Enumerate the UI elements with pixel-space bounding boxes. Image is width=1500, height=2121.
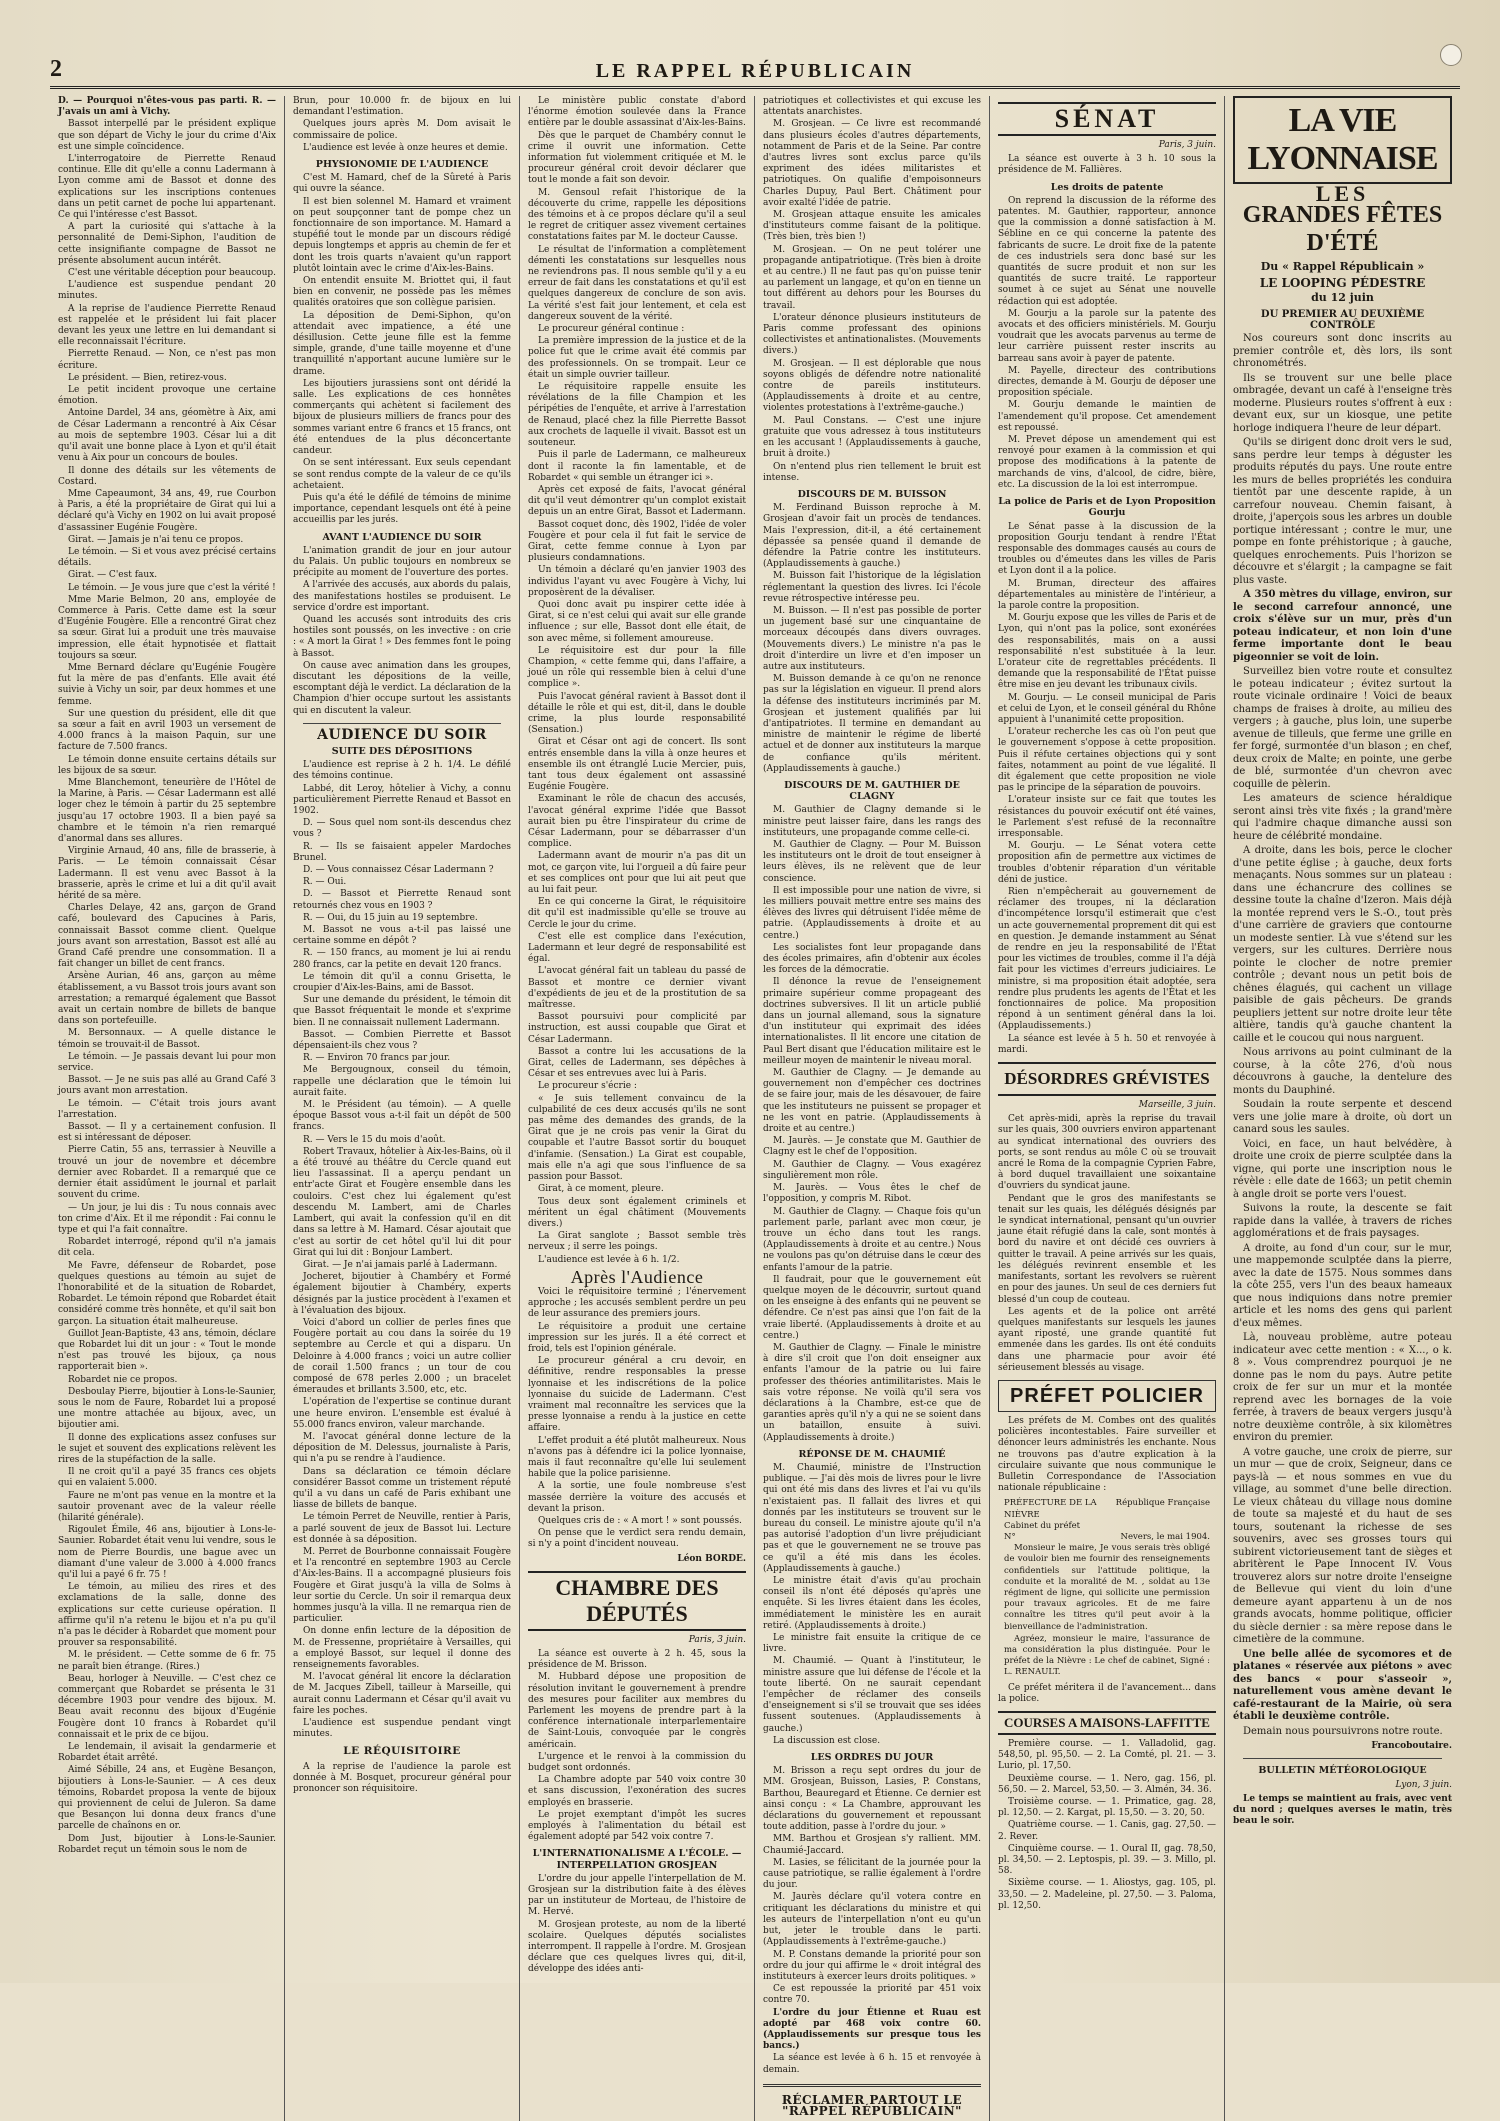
paragraph: Suivons la route, la descente se fait rapide dans la vallée, à travers de riches agglomérations et de frais paysages.: [1233, 1203, 1452, 1240]
paragraph: R. — Oui, du 15 juin au 19 septembre.: [303, 912, 478, 923]
paragraph: Le procureur général a cru devoir, en définitive, rendre responsables la presse lyonnaise et les indiscrétions de la police lyonnaise du suicide de Ladermann. C'est vraiment mal reconnaître les services que la presse lyonnaise a rendu à la justice en cette affaire.: [528, 1356, 746, 1434]
paragraph: Nous arrivons au point culminant de la course, à la côte 276, d'où nous découvrons à gauche, la dentelure des monts du Dauphiné.: [1233, 1047, 1452, 1096]
paragraph: Il dénonce la revue de l'enseignement primaire supérieur comme propageant des doctrines subversives. Il lit un article publié dans un journal allemand, sous la signature d'un instituteur qui exprimait des idées internationalistes. Il lit encore une citation de Paul Bert disant que l'éducation militaire est le meilleur moyen de maintenir le niveau moral.: [763, 977, 981, 1066]
paragraph: Pierre Catin, 55 ans, terrassier à Neuville a trouvé un jour de novembre et décembre dernier avec Robardet. Il a remarqué que ce dernier était assidûment le journal et parlait souvent du crime.: [58, 1145, 276, 1201]
paragraph: D. — Vous connaissez César Ladermann ?: [303, 865, 494, 875]
paragraph: La séance est ouverte à 3 h. 10 sous la présidence de M. Fallières.: [998, 154, 1216, 176]
paragraph: Arsène Aurian, 46 ans, garçon au même établissement, a vu Bassot trois jours avant son arrestation; a remarqué également que Bassot avait un certain nombre de billets de banque dans son portefeuille.: [58, 971, 276, 1027]
paragraph: Rien n'empêcherait au gouvernement de réclamer des troupes, ni la déclaration d'incompétence lorsqu'il estimerait que c'est un acte gouvernemental proprement dit qui est en question. Je demande instamment au Sénat de rendre en jeu la responsabilité de l'État pour les victimes de troubles, comme il l'a déjà fait pour les victimes d'erreurs judiciaires. Le ministre, si ma proposition était adoptée, sera rendre plus prudents les agents de l'État et les fonctionnaires de police. Ma proposition répond à un sentiment général dans la loi. (Applaudissements.): [998, 887, 1216, 1032]
paragraph: Rigoulet Émile, 46 ans, bijoutier à Lons-le-Saunier. Robardet était venu lui vendre, sous le nom de Pierre Bourdis, une bague avec un diamant d'une valeur de 3.000 à 4.000 francs qu'il lui a payé 6 fr. 75 !: [58, 1525, 276, 1580]
article-columns: [50, 96, 1460, 2118]
section-banner: SÉNAT: [998, 102, 1216, 136]
paragraph: Bassot a contre lui les accusations de la Girat, celles de Ladermann, ses dépêches à César et ses entrevues avec lui à Paris.: [528, 1046, 746, 1080]
race-result: Quatrième course. — 1. Canis, gag. 27,50. — 2. Rever.: [998, 1820, 1216, 1842]
paragraph: Le procureur général continue :: [538, 324, 685, 335]
paragraph: Le temps se maintient au frais, avec vent du nord ; quelques averses le matin, très beau le soir.: [1233, 1793, 1452, 1827]
paragraph: M. Ferdinand Buisson reproche à M. Grosjean d'avoir fait un procès de tendances. Mais l'expression, dit-il, a été certainement dépassée sa pensée quand il demande de défendre la Patrie contre les instituteurs. (Applaudissements à gauche.): [763, 503, 981, 570]
paragraph: M. Grosjean. — On ne peut tolérer une propagande antipatriotique. (Très bien à droite et au centre.) Il ne faut pas qu'on puisse tenir au parlement un langage, et qu'on en tienne un tout différent au dehors pour les Bourses du travail.: [763, 244, 981, 311]
author-signature: Léon BORDE.: [677, 1553, 746, 1564]
paragraph: M. Gauthier de Clagny. — Finale le ministre à dire s'il croit que l'on doit enseigner aux enfants l'amour de la patrie ou lui faire professer des théories antimilitaristes. Mais le sais votre réponse. Ne voilà qu'il sera vos déclarations à la Chambre, est-ce que de garanties après qu'il n'y a qui ne se soient dans un bataillon, ensuite à suivi. (Applaudissements à droite.): [763, 1342, 981, 1443]
paragraph: Les préfets de M. Combes ont des qualités policières incontestables. Faire surveiller et dénoncer leurs administrés les enchante. Nous ne trouvons pas d'autre explication à la circulaire suivante que nous communique le Bulletin Correspondance de l'Association nationale républicaine :: [998, 1415, 1216, 1494]
paragraph: Mme Blanchemont, teneurière de l'Hôtel de la Marine, à Paris. — César Ladermann est allé loger chez le témoin à partir du 25 septembre jusqu'au 17 octobre 1903. Il a bien payé sa chambre et le témoin n'a rien remarqué d'anormal dans ses allures.: [58, 777, 276, 844]
paragraph: L'orateur insiste sur ce fait que toutes les résistances du pouvoir exécutif ont été vaines, le Parlement s'est refusé de la reconnaître irresponsable.: [998, 795, 1216, 839]
paragraph: L'audience est suspendue pendant 20 minutes.: [58, 280, 276, 302]
paragraph: Ce préfet méritera il de l'avancement... dans la police.: [998, 1682, 1216, 1704]
paragraph: Mme Marie Belmon, 20 ans, employée de Commerce à Paris. Cette dame est la sœur d'Eugénie Fougère. Elle a rencontré Girat chez sa sœur. Girat lui a produit une très mauvaise impression, elle était hypnotisée et flattait toujours sa sœur.: [58, 594, 276, 661]
letter-body: Monsieur le maire, Je vous serais très obligé de vouloir bien me fournir des renseignements confidentiels sur l'attitude politique, la conduite et la moralité de M. , soldat au 13e régiment de ligne, qui sollicite une permission pour travaux agricoles. Et de me faire connaître les titres qu'il peut avoir à la bienveillance de l'administration.: [1004, 1543, 1210, 1632]
paragraph: Quand les accusés sont introduits des cris hostiles sont poussés, on les invective : on crie : « A mort la Girat ! » Des femmes font le poing à Bassot.: [293, 614, 511, 659]
paragraph: Pierrette Renaud. — Non, ce n'est pas mon écriture.: [58, 349, 276, 371]
paragraph: Quoi donc avait pu inspirer cette idée à Girat, si ce n'est celui qui avait sur elle grande influence ; sur elle, Bassot dont elle était, de son avec même, si follement amoureuse.: [528, 599, 746, 644]
letter-signature: Agréez, monsieur le maire, l'assurance de ma considération la plus distinguée. Pour le préfet de la Nièvre : Le chef de cabinet, Signé : L. RENAULT.: [1004, 1633, 1210, 1678]
paragraph: M. Buisson. — Il n'est pas possible de porter un jugement basé sur une cinquantaine de morceaux découpés dans divers ouvrages. (Mouvements divers.) Le ministre n'a pas le droit d'interdire un livre et d'en imposer un autre aux instituteurs.: [763, 605, 981, 672]
paragraph: M. Bruman, directeur des affaires départementales au ministère de l'intérieur, a la parole contre la proposition.: [998, 578, 1216, 611]
section-banner: PRÉFET POLICIER: [998, 1380, 1216, 1412]
paragraph: La séance est levée à 5 h. 50 et renvoyée à mardi.: [998, 1033, 1216, 1055]
paragraph: Dans sa déclaration ce témoin déclare considérer Bassot comme un tristement réputé qu'il a vu dans un café de Paris exhibant une liasse de billets de banque.: [293, 1466, 511, 1511]
column-1: [50, 96, 285, 2121]
paragraph: Examinant le rôle de chacun des accusés, l'avocat général exprime l'idée que Bassot aurait bien pu être l'inspirateur du crime de César Ladermann, pour se débarrasser d'un complice.: [528, 794, 746, 850]
paragraph: M. le Président (au témoin). — A quelle époque Bassot vous a-t-il fait un dépôt de 500 francs.: [293, 1100, 511, 1133]
section-heading: DISCOURS DE M. GAUTHIER DE CLAGNY: [784, 779, 960, 803]
race-results: [998, 1739, 1216, 1912]
paragraph: Bassot poursuivi pour complicité par instruction, est aussi coupable que Girat et César Ladermann.: [528, 1012, 746, 1045]
paragraph: M. P. Constans demande la priorité pour son ordre du jour qui affirme le « droit intégral des instituteurs à exercer leurs droits politiques. »: [763, 1949, 981, 1982]
dateline: Paris, 3 juin.: [1158, 140, 1216, 150]
paragraph: — Un jour, je lui dis : Tu nous connais avec ton crime d'Aix. Et il me répondit : Fai connu le type et qui l'a fait connaître.: [58, 1202, 276, 1235]
paragraph: Girat et César ont agi de concert. Ils sont entrés ensemble dans la villa à onze heures et ensemble ils ont étranglé Lucie Mercier, puis, tant tous deux également ont assassiné Eugénie Fougère.: [528, 737, 746, 793]
paragraph: M. Brisson a reçu sept ordres du jour de MM. Grosjean, Buisson, Lasies, P. Constans, Barthou, Beauregard et Étienne. Ce dernier est ainsi conçu : « La Chambre, approuvant les déclarations du gouvernement et repoussant toute addition, passe à l'ordre du jour. »: [763, 1766, 981, 1833]
section-tagline: Du « Rappel Républicain »: [1260, 260, 1425, 274]
paragraph: Girat. — Je n'ai jamais parlé à Ladermann.: [303, 1259, 498, 1270]
paragraph: Aimé Sébille, 24 ans, et Eugène Besançon, bijoutiers à Lons-le-Saunier. — A ces deux témoins, Robardet proposa la vente de bijoux qui proviennent de celui de Juleron. Sa dame que Besançon lui donna deux francs d'une parcelle de chaînons en or.: [58, 1765, 276, 1832]
paragraph: M. Hubbard dépose une proposition de résolution invitant le gouvernement à prendre des mesures pour faciliter aux membres du Parlement les moyens de prendre part à la conférence internationale interparlementaire de Saint-Louis, convoquée par le congrès américain.: [528, 1672, 746, 1750]
paragraph: MM. Barthou et Grosjean s'y rallient. MM. Chaumié-Jaccard.: [763, 1834, 981, 1856]
paragraph: C'est elle est complice dans l'exécution, Ladermann et leur degré de responsabilité est égal.: [528, 931, 746, 965]
race-result: Cinquième course. — 1. Oural II, gag. 78,50, pl. 34,50. — 2. Leptospis, pl. 39. — 3. Millo, pl. 58.: [998, 1843, 1216, 1877]
paragraph: Puis qu'a été le défilé de témoins de minime importance, cependant lesquels ont été à peine accueillis par les jurés.: [293, 492, 511, 526]
paragraph: Quelques cris de : « A mort ! » sont poussés.: [538, 1515, 742, 1526]
section-banner: COURSES A MAISONS-LAFFITTE: [998, 1711, 1216, 1735]
paragraph: M. Payelle, directeur des contributions directes, demande à M. Gourju de déposer une proposition spéciale.: [998, 365, 1216, 399]
article-body: [1233, 333, 1452, 1738]
paragraph: Qu'ils se dirigent donc droit vers le sud, sans perdre leur temps à déguster les produits réputés du pays. Une route entre les murs de belles propriétés les conduira tientôt par une descente rapide, à un carrefour nouveau. Chemin faisant, à droite, j'aperçois sous les arbres un double portique intéressant ; contre le mur, une pompe en fonte préhistorique ; à gauche, quelques enrochements. Puis l'horizon se découvre et s'élargit ; la campagne se fait plus vaste.: [1233, 437, 1452, 586]
paragraph: Bassot. — Je ne suis pas allé au Grand Café 3 jours avant mon arrestation.: [58, 1075, 276, 1097]
paragraph: M. Grosjean. — Il est déplorable que nous soyons obligés de défendre notre nationalité contre de pareils instituteurs. (Applaudissements à droite et au centre, violentes protestations à l'extrême-gauche.): [763, 358, 981, 414]
paragraph: Le lendemain, il avisait la gendarmerie et Robardet était arrêté.: [58, 1742, 276, 1764]
paragraph: Le ministère public constate d'abord l'énorme émotion soulevée dans la France entière par le double assassinat d'Aix-les-Bains.: [528, 96, 746, 129]
paragraph: A part la curiosité qui s'attache à la personnalité de Demi-Siphon, l'audition de cette insignifiante compagne de Bassot ne présente absolument aucun intérêt.: [58, 222, 276, 266]
paragraph: La discussion est close.: [773, 1735, 881, 1746]
paragraph: Il faudrait, pour que le gouvernement eût quelque moyen de le découvrir, surtout quand on les enseigne à des enfants qui ne peuvent se défendre. Ce n'est pas ainsi que l'on fait de la vraie liberté. (Applaudissements à droite et au centre.): [763, 1274, 981, 1341]
author-signature: Francoboutaire.: [1371, 1741, 1452, 1752]
paragraph: Girat. — Jamais je n'ai tenu ce propos.: [68, 534, 244, 545]
letter-republic: République Française: [1115, 1498, 1210, 1509]
paragraph: M. Chaumié. — Quant à l'instituteur, le ministre assure que lui défense de l'école et la toute liberté. On ne saurait cependant l'empêcher de réclamer des conseils d'enseignement si s'il se trouvait que ses idées fussent soutenues. (Applaudissements à gauche.): [763, 1656, 981, 1734]
masthead: [50, 56, 1460, 89]
section-subtitle: GRANDES FÊTES D'ÉTÉ: [1242, 202, 1443, 257]
paragraph: La Chambre adopte par 540 voix contre 30 et sans discussion, l'exonération des sucres employés en brasserie.: [528, 1775, 746, 1808]
paragraph: Voici le réquisitoire terminé ; l'énervement approche ; les accusés semblent perdre un peu de leur assurance des premiers jours.: [528, 1286, 746, 1320]
paragraph: Girat. — C'est faux.: [68, 570, 158, 581]
section-heading: RÉPONSE DE M. CHAUMIÉ: [798, 1448, 946, 1460]
paragraph: L'effet produit a été plutôt malheureux. Nous n'avons pas à défendre ici la police lyonnaise, mais il faut reconnaître qu'elle lui seulement habile que la police parisienne.: [528, 1435, 746, 1480]
paragraph: Robardet interrogé, répond qu'il n'a jamais dit cela.: [58, 1237, 276, 1259]
paragraph: Le réquisitoire a produit une certaine impression sur les jurés. Il a été correct et froid, tels est l'opinion générale.: [528, 1321, 746, 1354]
paragraph: M. Gauthier de Clagny. — Chaque fois qu'un parlement parle, parlant avec mon cœur, je trouve un écho dans tout les rangs. (Applaudissements à droite et au centre.) Nous ne voulons pas qu'on détruise dans le cœur des enfants l'amour de la patrie.: [763, 1206, 981, 1273]
paragraph: L'interrogatoire de Pierrette Renaud continue. Elle dit qu'elle a connu Ladermann à Lyon comme ami de Bassot et donne des explications sur les inscriptions contenues dans un petit carnet de poche lui appartenant. Ce qui l'intéresse c'est Bassot.: [58, 154, 276, 221]
paragraph: M. Bassot ne vous a-t-il pas laissé une certaine somme en dépôt ?: [293, 925, 511, 947]
divider: [1243, 1758, 1442, 1759]
race-result: Troisième course. — 1. Primatice, gag. 28, pl. 12,50. — 2. Kargat, pl. 15,50. — 3. 20, 50.: [998, 1797, 1216, 1819]
paragraph: Brun, pour 10.000 fr. de bijoux en lui demandant l'estimation.: [293, 96, 511, 118]
section-heading: DISCOURS DE M. BUISSON: [797, 488, 947, 500]
paragraph: Bassot interpellé par le président explique que son départ de Vichy le jour du crime d'Aix est une simple coïncidence.: [58, 119, 276, 152]
section-heading: BULLETIN MÉTÉOROLOGIQUE: [1258, 1765, 1427, 1777]
paragraph: La séance est ouverte à 2 h. 45, sous la présidence de M. Brisson.: [528, 1649, 746, 1671]
paragraph: Sur une question du président, elle dit que sa sœur a fait en avril 1903 un versement de 4.000 francs à la maison Paquin, sur une facture de 7.500 francs.: [58, 708, 276, 753]
paragraph: M. Grosjean. — Ce livre est recommandé dans plusieurs écoles d'autres départements, notamment de Paris et de la Seine. Par contre d'autres livres sont exclus parce qu'ils expriment des idées militaristes et patriotiques. On qualifie d'empoisonneurs Charles Dupuy, Paul Bert. Châtiment pour avoir exalté l'idée de patrie.: [763, 119, 981, 208]
paragraph: M. Buisson fait l'historique de la législation réglementant la question des livres. Ici l'école revue rétrospective intéresse peu.: [763, 571, 981, 604]
paragraph: Tous deux sont également criminels et méritent un égal châtiment (Mouvements divers.): [528, 1196, 746, 1229]
paragraph: Charles Delaye, 42 ans, garçon de Grand café, boulevard des Capucines à Paris, connaissait Bassot comme client. Quelque jours avant son arrestation, Bassot est allé au Grand Café prendre une consommation. Il a fait changer un billet de cent francs.: [58, 903, 276, 970]
paragraph: Cet après-midi, après la reprise du travail sur les quais, 300 ouvriers environ appartenant au syndicat international des ouvriers des ports, se sont rendus au môle C où se trouvait ancré le Roma de la compagnie Cyprien Fabre, à bord duquel travaillaient une soixantaine d'ouvriers du syndicat jaune.: [998, 1114, 1216, 1192]
page-number: 2: [50, 56, 62, 82]
paragraph: On se sent intéressant. Eux seuls cependant se sont rendus compte de la valeur de ce qu'ils achetaient.: [293, 458, 511, 491]
paragraph: R. — Vers le 15 du mois d'août.: [303, 1134, 446, 1145]
dateline: Paris, 3 juin.: [688, 1634, 746, 1645]
column-6: [1225, 96, 1460, 2121]
paragraph: Sur une demande du président, le témoin dit que Bassot fréquentait le monde et s'exprime bien. Il ne connaissait nullement Ladermann.: [293, 995, 511, 1028]
section-title: LA VIE LYONNAISE: [1233, 96, 1452, 184]
paragraph: L'orateur recherche les cas où l'on peut que le gouvernement s'oppose à cette proposition. Puis il réfute certaines objections qui y sont faites, notamment au point de vue légalité. Il dit également que cette proposition ne viole pas le principe de la séparation de pouvoirs.: [998, 727, 1216, 794]
paragraph: A la sortie, une foule nombreuse s'est massée derrière la voiture des accusés et devant la prison.: [528, 1481, 746, 1514]
paragraph: M. Gauthier de Clagny demande si le ministre peut laisser faire, dans les rangs des instituteurs, une propagande comme celle-ci.: [763, 805, 981, 838]
paragraph: Voici, en face, un haut belvédère, à droite une croix de pierre sculptée dans la vigne, qui porte une inscription nous le révèle : elle date de 1663; un petit chemin à angle droit se porte vers l'ouest.: [1233, 1138, 1452, 1200]
paragraph: M. Buisson demande à ce qu'on ne renonce pas sur la législation en vigueur. Il prend alors la défense des instituteurs incriminés par M. Grosjean et justement qualifiés par lui d'antipatriotes. Il termine en demandant au ministre de maintenir le régime de liberté actuel et de donner aux instituteurs la marque de confiance qu'ils méritent. (Applaudissements à gauche.): [763, 674, 981, 774]
paragraph: M. Gourju expose que les villes de Paris et de Lyon, qui n'ont pas la police, sont exonérées des responsabilités, mais on a aussi responsabilité n'est substituée à la leur. L'orateur cite de regrettables précédents. Il demande que la responsabilité de l'État puisse être mise en jeu devant les tribunaux civils.: [998, 613, 1216, 691]
paragraph: La première impression de la justice et de la police fut que le crime avait été commis par des professionnels. On se trompait. Leur ce était un simple ouvrier tailleur.: [528, 336, 746, 380]
paragraph: M. Grosjean attaque ensuite les amicales d'instituteurs comme faisant de la politique. (Très bien, très bien !): [763, 210, 981, 243]
race-result: Sixième course. — 1. Aliostys, gag. 105, pl. 33,50. — 2. Madeleine, pl. 27,50. — 3. Paloma, pl. 12,50.: [998, 1878, 1216, 1911]
paragraph: R. — Environ 70 francs par jour.: [303, 1053, 451, 1064]
paragraph: Robert Travaux, hôtelier à Aix-les-Bains, où il a été trouvé au théâtre du Cercle quand eut lieu l'assassinat. Il a aperçu pendant un entr'acte Girat et Fougère ensemble dans les couloirs. C'est chez lui également qu'est descendu M. Lambert, ami de Charles Lambert, qui avait la confession qu'il en dit dans sa lettre à M. Hamard. César ajoutait que c'est au sortir de cet hôtel qu'il lui dit pour Girat qui lui dit : Bonjour Lambert.: [293, 1146, 511, 1258]
circular-letter: [1004, 1498, 1210, 1678]
section-heading: PHYSIONOMIE DE L'AUDIENCE: [315, 159, 489, 171]
paragraph: M. Lasies, se félicitant de la journée pour la cause patriotique, se rallie également à l'ordre du jour.: [763, 1857, 981, 1891]
paragraph: On reprend la discussion de la réforme des patentes. M. Gauthier, rapporteur, annonce que la commission a donné satisfaction à M. Sébline en ce qui concerne la patente des fabricants de sucre. Le droit fixe de la patente de ces industriels sera donc basé sur les quantités de sucre produit et non sur les quantités de sucre traité. Le rapporteur soumet à ce sujet au Sénat une nouvelle rédaction qui est adoptée.: [998, 195, 1216, 307]
paragraph: Ladermann avant de mourir n'a pas dit un mot, ce garçon vite, lui l'orgueil a dû faire peur et ses complices ont pour que lui ait peut que au lui fait peur.: [528, 851, 746, 896]
paragraph: R. — Ils se faisaient appeler Mardoches Brunel.: [293, 841, 511, 863]
promo-banner: RÉCLAMER PARTOUT LE "RAPPEL RÉPUBLICAIN": [781, 2092, 963, 2118]
paragraph: M. Bersonnaux. — A quelle distance le témoin se trouvait-il de Bassot.: [58, 1028, 276, 1050]
section-banner: CHAMBRE DES DÉPUTÉS: [528, 1571, 746, 1631]
paragraph: Le ministre fait ensuite la critique de ce livre.: [763, 1633, 981, 1655]
dateline: Marseille, 3 juin.: [1138, 1100, 1216, 1111]
paragraph: Desboulay Pierre, bijoutier à Lons-le-Saunier, sous le nom de Faure, Robardet lui a proposé une montre attachée au bijoux, avec, un bijoutier ami.: [58, 1386, 276, 1431]
paragraph: Nos coureurs sont donc inscrits au premier contrôle et, dès lors, ils sont chronométrés.: [1233, 333, 1452, 370]
paragraph: Le petit incident provoque une certaine émotion.: [58, 385, 276, 407]
paragraph: Voici d'abord un collier de perles fines que Fougère portait au cou dans la soirée du 19 septembre au Cercle et qui a disparu. Un Deloinre à 4.000 francs ; voici un autre collier de corail 1.500 francs ; un tour de cou composé de 678 perles 2.000 ; un bracelet émeraudes et brillants 3.500, etc, etc.: [293, 1317, 511, 1396]
paragraph: Demain nous poursuivrons notre route.: [1243, 1725, 1443, 1737]
paragraph: On donne enfin lecture de la déposition de M. de Fressenne, propriétaire à Versailles, qui a employé Bassot, sur lequel il donne des renseignements favorables.: [293, 1626, 511, 1671]
paragraph: Jocheret, bijoutier à Chambéry et Formé également bijoutier à Chambéry, experts désignés par la justice procèdent à l'examen et à l'évaluation des bijoux.: [293, 1272, 511, 1316]
paragraph: Il est bien solennel M. Hamard et vraiment on peut soupçonner tant de pompe chez un fonctionnaire de son importance. M. Hamard a stupéfié tout le monde par un discours rédigé depuis longtemps et appris au chemin de fer et dont les trois quarts n'avaient qu'un rapport plutôt lointain avec le crime d'Aix-les-Bains.: [293, 196, 511, 274]
paragraph: L'audience est suspendue pendant vingt minutes.: [293, 1718, 511, 1740]
paragraph: Il est impossible pour une nation de vivre, si les milliers pouvait mettre entre ses mains des élèves des livres qui détruisent l'idée même de patrie. (Applaudissements à droite et au centre.): [763, 885, 981, 941]
paragraph: C'est une véritable déception pour beaucoup.: [68, 268, 277, 279]
paragraph: L'animation grandit de jour en jour autour du Palais. Un public toujours en nombreux se précipite au moment de l'ouverture des portes.: [293, 545, 511, 579]
paragraph: En ce qui concerne la Girat, le réquisitoire dit qu'il est inadmissible qu'elle se trouve au Cercle le jour du crime.: [528, 897, 746, 930]
paragraph: Surveillez bien votre route et consultez le poteau indicateur ; évitez surtout la route vicinale ordinaire ! Voici de beaux champs de fraises à droite, au milieu des vergers ; à gauche, plus loin, une superbe avenue de tilleuls, que ferme une grille en fer forgé, surmontée d'un blason ; en chef, deux croix de Malte; en pointe, une gerbe de blé, surmontée d'un chevron avec coquille de pèlerin.: [1233, 666, 1452, 790]
letter-number: N°: [1004, 1531, 1016, 1542]
section-banner: DÉSORDRES GRÉVISTES: [998, 1062, 1216, 1096]
paragraph: La séance est levée à 6 h. 15 et renvoyée à demain.: [763, 2053, 981, 2075]
letter-cabinet: Cabinet du préfet: [1004, 1520, 1081, 1531]
paragraph: Me Bergougnoux, conseil du témoin, rappelle une déclaration que le témoin lui aurait faite.: [293, 1065, 511, 1098]
paragraph: M. Paul Constans. — C'est une injure gratuite que vous adressez à tous instituteurs en les accusant ! (Applaudissements à gauche, bruit à droite.): [763, 415, 981, 460]
section-heading: L'INTERNATIONALISME A L'ÉCOLE. — INTERPELLATION GROSJEAN: [532, 1848, 742, 1871]
paragraph: Robardet nie ce propos.: [68, 1374, 178, 1385]
paragraph: L'urgence et le renvoi à la commission du budget sont ordonnés.: [528, 1751, 746, 1774]
paragraph: Les socialistes font leur propagande dans des écoles primaires, afin d'obtenir aux écoles les forces de la démocratie.: [763, 942, 981, 976]
paragraph: R. — Oui.: [303, 877, 347, 888]
race-result: Deuxième course. — 1. Nero, gag. 156, pl. 56,50. — 2. Marcel, 53,50. — 3. Almén, 34. 36.: [998, 1773, 1216, 1795]
paragraph: R. — 150 francs, au moment je lui ai rendu 280 francs, car la petite en devait 120 francs.: [293, 948, 511, 970]
paragraph: Mme Bernard déclare qu'Eugénie Fougère fut la mère de pas d'enfants. Elle avait été suivie à Vichy un soir, par deux hommes et une femme.: [58, 662, 276, 707]
paragraph: M. Gauthier de Clagny. — Je demande au gouvernement non d'empêcher ces doctrines de se faire jour, mais de les désavouer, de faire que les instituteurs ne puissent se propager et ne les vont en patrie. (Applaudissements à droite et au centre.): [763, 1068, 981, 1135]
paragraph: M. l'avocat général donne lecture de la déposition de M. Delessus, journaliste à Paris, qui n'a pu se rendre à l'audience.: [293, 1431, 511, 1465]
paragraph: Girat, à ce moment, pleure.: [538, 1184, 664, 1195]
section-date: du 12 juin: [1311, 290, 1374, 304]
paragraph: M. Chaumié, ministre de l'Instruction publique. — J'ai dès mois de livres pour le livre qui ont été mis dans des livres et l'ai vu qu'ils n'existaient pas. Il fallait des livres et qui donnés par les instituteurs se trouvent sur le bureau du conseil. Le ministre ajoute qu'il n'a pas autorisé l'adoption d'un livre préjudiciant pas et que le gouvernement ne se trouve pas ce qu'il a été mis dans les écoles. (Applaudissements à gauche.): [763, 1462, 981, 1574]
column-4: [755, 96, 990, 2121]
paragraph: Me Favre, défenseur de Robardet, pose quelques questions au témoin au sujet de l'honorabilité et de la situation de Robardet, Robardet. Le témoin répond que Robardet était considéré comme très honnête, et qu'il sait bon garçon. La situation était malheureuse.: [58, 1260, 276, 1327]
paragraph: Quelques jours après M. Dom avisait le commissaire de police.: [293, 119, 511, 141]
paragraph: Après cet exposé de faits, l'avocat général dit qu'il veut démontrer qu'un complot existait depuis un an entre Girat, Bassot et Ladermann.: [528, 484, 746, 518]
paragraph: A l'arrivée des accusés, aux abords du palais, des manifestations hostiles se produisent. Le service d'ordre est important.: [293, 580, 511, 613]
column-5: [990, 96, 1225, 2121]
paragraph: M. Prevet dépose un amendement qui est renvoyé pour examen à la commission et qui propose des modifications à la patente de marchands de vins, d'alcool, de cidre, bière, etc. La discussion de la loi est interrompue.: [998, 435, 1216, 490]
divider: [763, 2084, 981, 2087]
paragraph: A droite, dans les bois, perce le clocher d'une petite église ; à gauche, deux forts menaçants. Nous sommes sur un plateau : dans une échancrure des collines se dessine toute la chaîne d'Izeron. Mais déjà la montée reprend vers le S.-O., tout près d'une carrière de graviers que contourne un modeste sentier. Là vue s'étend sur les vergers, sur les cultures. Derrière nous pointe le clocher de notre premier contrôle ; devant nous un petit bois de chênes élagués, qui cachent un village paisible de gais pêcheurs. De grands peupliers jettent sur notre droite leur tête altière, tandis qu'à gauche chantent la caille et le coucou qui nous narguent.: [1233, 845, 1452, 1044]
paragraph: Il donne des explications assez confuses sur le sujet et souvent des explications relèvent les rires de la stupéfaction de la salle.: [58, 1432, 276, 1465]
section-heading: La police de Paris et de Lyon Proposition Gourju: [998, 496, 1216, 519]
paragraph: Il donne des détails sur les vêtements de Costard.: [58, 465, 276, 487]
section-subtitle: LES: [1315, 181, 1370, 206]
paragraph: L'orateur dénonce plusieurs instituteurs de Paris comme professant des opinions collectivistes et antinationalistes. (Mouvements divers.): [763, 312, 981, 357]
paragraph: Le résultat de l'information a complètement démenti les constatations sur lesquelles nous ne reviendrons pas. Il nous semble qu'il y a eu erreur de fait dans les constatations et qu'il est quelques dangereux de conclure de son avis. La vérité s'est fait jour lentement, et cela est dangereux souvent de la vérité.: [528, 244, 746, 322]
section-heading: Les droits de patente: [1050, 181, 1164, 193]
paragraph: Labbé, dit Leroy, hôtelier à Vichy, a connu particulièrement Pierrette Renaud et Bassot en 1902.: [293, 783, 511, 816]
paragraph: A la reprise de l'audience Pierrette Renaud est rappelée et le président lui fait placer devant les yeux une lettre en lui demandant si elle reconnaissait l'écriture.: [58, 303, 276, 348]
paragraph: La déposition de Demi-Siphon, qu'on attendait avec impatience, a été une désillusion. Cette jeune fille est la femme simple, grande, d'une taille moyenne et d'une tranquillité n'apportant aucune lumière sur le drame.: [293, 310, 511, 377]
paragraph: M. l'avocat général lit encore la déclaration de M. Jacques Zibell, tailleur à Marseille, qui aurait connu Ladermann et César qu'il avait vu faire les poches.: [293, 1672, 511, 1716]
paragraph: A la reprise de l'audience la parole est donnée à M. Bosquet, procureur général pour prononcer son réquisitoire.: [293, 1761, 511, 1795]
paragraph: Il ne croit qu'il a payé 35 francs ces objets qui en valaient 5.000.: [58, 1467, 276, 1489]
paragraph: L'audience est levée à onze heures et demie.: [303, 142, 508, 153]
paragraph: On n'entend plus rien tellement le bruit est intense.: [763, 461, 981, 483]
paragraph: Virginie Arnaud, 40 ans, fille de brasserie, à Paris. — Le témoin connaissait César Ladermann. Il est venu avec Bassot à la brasserie, après le crime et lui a dit qu'il avait hérité de sa mère.: [58, 846, 276, 902]
paragraph: L'audience est levée à 6 h. 1/2.: [538, 1254, 680, 1265]
section-heading: Après l'Audience: [570, 1266, 704, 1287]
divider: [303, 723, 501, 724]
section-heading: LE RÉQUISITOIRE: [343, 1745, 461, 1758]
paragraph: L'ordre du jour Étienne et Ruau est adopté par 468 voix contre 60. (Applaudissements sur presque tous les bancs.): [763, 2007, 981, 2052]
paragraph: On pense que le verdict sera rendu demain, si n'y a point d'incident nouveau.: [528, 1528, 746, 1550]
paragraph: Le Sénat passe à la discussion de la proposition Gourju tendant à rendre l'État responsable des dommages causés au cours de troubles ou d'émeutes dans les villes de Paris et Lyon dont il a la police.: [998, 521, 1216, 577]
paragraph: Beau, horloger à Neuville. — C'est chez ce commerçant que Robardet se présenta le 31 décembre 1903 pour vendre des bijoux. M. Beau avait reconnu des bijoux d'Eugénie Fougère dont 10 francs à Robardet qu'il connaissait et le prix de ce bijou.: [58, 1673, 276, 1740]
paragraph: Puis il parle de Ladermann, ce malheureux dont il raconte la fin lamentable, et de Robardet « qui semble un étranger ici ».: [528, 450, 746, 483]
paragraph: M. Grosjean proteste, au nom de la liberté scolaire. Quelques députés socialistes interrompent. Il rappelle à l'ordre. M. Grosjean déclare que ces quelques livres qui, dit-il, développe des idées anti-: [528, 1919, 746, 1975]
paragraph: M. le président. — Cette somme de 6 fr. 75 ne paraît bien étrange. (Rires.): [58, 1650, 276, 1672]
paragraph: Le témoin Perret de Neuville, rentier à Paris, a parlé souvent de jeux de Bassot lui. Lecture est donnée à sa déposition.: [293, 1512, 511, 1545]
paragraph: L'audience est reprise à 2 h. 1/4. Le défilé des témoins continue.: [293, 760, 511, 782]
paragraph: La Girat sanglote ; Bassot semble très nerveux ; il serre les poings.: [528, 1231, 746, 1253]
paragraph: Le procureur s'écrie :: [538, 1081, 637, 1092]
paragraph: M. Gourju. — Le Sénat votera cette proposition afin de permettre aux victimes de troubles d'obtenir réparation d'un véritable déni de justice.: [998, 841, 1216, 885]
paragraph: Le témoin. — Si et vous avez précisé certains détails.: [58, 546, 276, 569]
paragraph: Le témoin dit qu'il a connu Grisetta, le croupier d'Aix-les-Bains, ami de Bassot.: [293, 971, 511, 994]
paragraph: Le réquisitoire rappelle ensuite les révélations de la fille Champion et les péripéties de l'enquête, et arrive à l'arrestation de Renaud, placé chez la fille Pierrette Bassot aux crochets de laquelle il vivait. Bassot est un souteneur.: [528, 382, 746, 449]
paragraph: Bassot coquet donc, dès 1902, l'idée de voler Fougère et pour cela il fut fait le service de Girat, cette femme connue à Lyon par plusieurs condamnations.: [528, 519, 746, 564]
paragraph: M. Perret de Bourbonne connaissait Fougère et l'a rencontré en septembre 1903 au Cercle d'Aix-les-Bains. Il a accompagné plusieurs fois Fougère et Girat jusqu'à la villa de Solms à leur sortie du Cercle. Un soir il remarqua deux hommes jusqu'à la villa. Il ne remarqua rien de particulier.: [293, 1546, 511, 1625]
paragraph: D. — Bassot et Pierrette Renaud sont retournés chez vous en 1903 ?: [293, 889, 511, 911]
section-heading: AUDIENCE DU SOIR: [317, 726, 487, 743]
paragraph: D. — Sous quel nom sont-ils descendus chez vous ?: [293, 818, 511, 840]
paragraph: Le réquisitoire est dur pour la fille Champion, « cette femme qui, dans l'affaire, a joué un rôle qui ressemble bien à celui d'une complice ».: [528, 645, 746, 690]
paragraph: « Je suis tellement convaincu de la culpabilité de ces deux accusés qu'ils ne sont pas même des demandes des grands, de la Girat que je ne crois pas venir la Girat du coupable et l'autre Bassot sortir du bouquet d'infamie. (Sensation.) La Girat est coupable, mais elle n'a agi que sous l'influence de sa passion pour Bassot.: [528, 1093, 746, 1183]
letter-prefecture: PRÉFECTURE DE LA NIÈVRE: [1004, 1498, 1097, 1520]
paragraph: M. Gourju. — Le conseil municipal de Paris et celui de Lyon, et le conseil général du Rhône appuient à l'unanimité cette proposition.: [998, 692, 1216, 725]
dateline: Lyon, 3 juin.: [1395, 1779, 1452, 1790]
paragraph: Le témoin. — C'était trois jours avant l'arrestation.: [58, 1098, 276, 1120]
paragraph: Le témoin, au milieu des rires et des exclamations de la salle, donne des explications sur cette curieuse opération. Il affirme qu'il n'a retenu le bijou et n'a pu qu'il n'a pas le décider à Robardet que moment pour prouver sa responsabilité.: [58, 1582, 276, 1649]
section-subheading: SUITE DES DÉPOSITIONS: [331, 745, 473, 757]
paragraph: Guillot Jean-Baptiste, 43 ans, témoin, déclare que Robardet lui dit un jour : « Tout le monde n'est pas trouvé les bijoux, ça nous rapporterait bien ».: [58, 1328, 276, 1373]
paragraph: Bassot. — Il y a certainement confusion. Il est si intéressant de déposer.: [58, 1122, 276, 1144]
paragraph: Le témoin donne ensuite certains détails sur les bijoux de sa sœur.: [58, 754, 276, 776]
paragraph: M. Jaurès. — Vous êtes le chef de l'opposition, y compris M. Ribot.: [763, 1183, 981, 1205]
paragraph: Antoine Dardel, 34 ans, géomètre à Aix, ami de César Ladermann a rencontré à Aix César au mois de septembre 1903. César lui a dit qu'il avait une bonne place à Lyon et qu'il était venu à Aix pour un concours de boules.: [58, 408, 276, 464]
paragraph: Bassot. — Combien Pierrette et Bassot dépensaient-ils chez vous ?: [293, 1029, 511, 1052]
paragraph: Ils se trouvent sur une belle place ombragée, devant un café à l'enseigne très moderne. Plusieurs routes s'offrent à eux : devant eux, sur un kiosque, une petite horloge indiquera l'heure de leur départ.: [1233, 372, 1452, 434]
paragraph: Mme Capeaumont, 34 ans, 49, rue Courbon à Paris, a été la propriétaire de Girat qui lui a déclaré qu'à Vichy en 1902 on lui avait proposé d'assassiner Eugénie Fougère.: [58, 488, 276, 533]
paragraph: L'opération de l'expertise se continue durant une heure environ. L'ensemble est évalué à 55.000 francs environ, valeur marchande.: [293, 1397, 511, 1430]
paragraph: D. — Pourquoi n'êtes-vous pas parti. R. — J'avais un ami à Vichy.: [58, 96, 276, 118]
paragraph: Le président. — Bien, retirez-vous.: [68, 372, 227, 383]
paragraph: M. Jaurès déclare qu'il votera contre en critiquant les déclarations du ministre et qui les auteurs de l'interpellation n'ont eu qu'un but, jeter le trouble dans le parti. (Applaudissements à l'extrême-gauche.): [763, 1892, 981, 1948]
paragraph: Les amateurs de science héraldique seront ainsi très vite fixés ; la grand'mère qui l'admire chaque dimanche aussi son heure de célébrité mondaine.: [1233, 793, 1452, 842]
paragraph: Dès que le parquet de Chambéry connut le crime il ouvrit une information. Cette information fut violemment critiquée et M. le procureur général croit devoir déclarer que tout le monde a fait son devoir.: [528, 130, 746, 186]
paragraph: Le ministre était d'avis qu'au prochain conseil ils n'ont été déposés qu'après une enquête. Si les livres étaient dans les écoles, immédiatement le ministère les en aurait retiré. (Applaudissements à droite.): [763, 1576, 981, 1631]
paragraph: Le projet exemptant d'impôt les sucres employés à l'alimentation du bétail est également adopté par 542 voix contre 7.: [528, 1809, 746, 1843]
paragraph: C'est M. Hamard, chef de la Sûreté à Paris qui ouvre la séance.: [293, 173, 511, 195]
paragraph: M. Gensoul refait l'historique de la découverte du crime, rappelle les dépositions des témoins et à ce propos déclare qu'il a seul le regret de critiquer assez vivement certaines constatations faites par M. le docteur Causse.: [528, 187, 746, 243]
paragraph: Soudain la route serpente et descend vers une jolie mare à droite, où dort un canard sous les saules.: [1233, 1099, 1452, 1136]
paragraph: A droite, au fond d'un cour, sur le mur, une mappemonde sculptée dans la pierre, avec la date de 1575. Nous sommes dans la côte 255, vers l'un des beaux hameaux que nous indiquions dans notre premier article et les noms des gens qui parlent d'eux mêmes.: [1233, 1242, 1452, 1329]
paragraph: Les bijoutiers jurassiens sont ont déridé la salle. Les explications de ces honnêtes commerçants qui achètent si facilement des bijoux de plusieurs milliers de francs pour des sommes variant entre 6 francs et 15 francs, ont été entendues de la plus déconcertante candeur.: [293, 378, 511, 457]
paragraph: On cause avec animation dans les groupes, discutant les dépositions de la veille, escomptant déjà le verdict. La déclaration de la Champion d'hier occupe surtout les assistants qui en discutent la valeur.: [293, 660, 511, 716]
paragraph: Dom Just, bijoutier à Lons-le-Saunier. Robardet reçut un témoin sous le nom de: [58, 1833, 276, 1855]
paragraph: Le témoin. — Je passais devant lui pour mon service.: [58, 1051, 276, 1074]
paragraph: Ce est repoussée la priorité par 451 voix contre 70.: [763, 1984, 981, 2006]
section-heading: DU PREMIER AU DEUXIÈME CONTRÔLE: [1260, 308, 1425, 332]
column-2: [285, 96, 520, 2121]
newspaper-title: LE RAPPEL RÉPUBLICAIN: [595, 60, 915, 82]
paragraph: Le témoin. — Je vous jure que c'est la vérité !: [68, 582, 276, 593]
paragraph: M. Gourju demande le maintien de l'amendement qu'il propose. Cet amendement est repoussé.: [998, 400, 1216, 433]
paragraph: A 350 mètres du village, environ, sur le second carrefour annoncé, une croix s'élève sur un mur, près d'un poteau indicateur, et non loin d'une ferme importante dont le beau pigeonnier se voit de loin.: [1233, 589, 1452, 663]
paragraph: Un témoin a déclaré qu'en janvier 1903 des individus l'ayant vu avec Fougère à Vichy, lui proposèrent de la dévaliser.: [528, 565, 746, 598]
letter-date: Nevers, le mai 1904.: [1120, 1531, 1210, 1542]
section-heading: LE LOOPING PÉDESTRE: [1259, 276, 1426, 291]
paragraph: M. Gauthier de Clagny. — Pour M. Buisson les instituteurs ont le droit de tout enseigner à leurs élèves, ils ne relèvent que de leur conscience.: [763, 840, 981, 884]
paragraph: Là, nouveau problème, autre poteau indicateur avec cette mention : « X..., o k. 8 ». Vous comprendrez pourquoi je ne donne pas le nom du pays. Autre petite croix de fer sur un mur et la montée reprend avec les bornages de la voie ferrée, à travers de beaux vergers jusqu'à notre deuxième contrôle, à six kilomètres environ du premier.: [1233, 1332, 1452, 1444]
race-result: Première course. — 1. Valladolid, gag. 548,50, pl. 95,50. — 2. La Comté, pl. 21. — 3. Lurio, pl. 17,50.: [998, 1739, 1216, 1772]
paragraph: patriotiques et collectivistes et qui excuse les attentats anarchistes.: [763, 96, 981, 118]
paragraph: On entendit ensuite M. Briottet qui, il faut bien en convenir, ne possède pas les mêmes qualités oratoires que son collègue parisien.: [293, 276, 511, 309]
paragraph: M. Gauthier de Clagny. — Vous exagérez singulièrement mon rôle.: [763, 1159, 981, 1181]
section-heading: LES ORDRES DU JOUR: [810, 1752, 934, 1764]
paragraph: Une belle allée de sycomores et de platanes « réservée aux piétons » avec des bancs « pour s'asseoir », naturellement vous amène devant le café-restaurant de la Mairie, où sera établi le deuxième contrôle.: [1233, 1648, 1452, 1723]
paragraph: Les agents et de la police ont arrêté quelques manifestants sur lesquels les jaunes ayant riposté, une grande quantité fut emmenée dans les gardes. Ils ont été conduits dans une pharmacie pour avoir été sérieusement blessés au visage.: [998, 1306, 1216, 1373]
paragraph: Puis l'avocat général ravient à Bassot dont il détaille le rôle et qui est, dit-il, dans le double crime, la plus lourde responsabilité (Sensation.): [528, 691, 746, 736]
paragraph: M. Jaurès. — Je constate que M. Gauthier de Clagny est le chef de l'opposition.: [763, 1136, 981, 1158]
paragraph: A votre gauche, une croix de pierre, sur un mur — que de croix, Seigneur, dans ce pays-là — et nous sommes en vue du village, au sommet d'une belle direction. Le vieux château du village nous domine de toute sa majesté et du haut de ses tours, soutenant la richesse de ses souvenirs, avec ses grosses tours qui subirent victorieusement tant de sièges et abritèrent le Pape Innocent IV. Vous trouverez alors sur notre droite l'enseigne de Bellevue qui vient du loin d'une demeure ayant appartenu à un de nos grands avocats, homme politique, officier du siècle dernier : sa mère repose dans le cimetière de la commune.: [1233, 1446, 1452, 1646]
section-heading: AVANT L'AUDIENCE DU SOIR: [322, 531, 482, 543]
paragraph: L'avocat général fait un tableau du passé de Bassot et montre ce dernier vivant d'expédients de jeu et de la prostitution de sa maîtresse.: [528, 966, 746, 1011]
paragraph: Pendant que le gros des manifestants se tenait sur les quais, les délégués désignés par le syndicat international, pensant qu'un ouvrier jaune était réfugié dans la cale, sont montés à bord du navire et ont décidé ces ouvriers à quitter le travail. A peine arrivés sur les quais, les délégués revinrent ensemble et les manifestants, sortant les revolvers se ruèrent en pour des jaunes. Un seul de ces derniers fut blessé d'un coup de couteau.: [998, 1193, 1216, 1305]
paragraph: Faure ne m'ont pas venue en la montre et la sautoir provenant avec de la valeur réelle (hilarité générale).: [58, 1490, 276, 1523]
column-3: [520, 96, 755, 2121]
paragraph: M. Gourju a la parole sur la patente des avocats et des officiers ministériels. M. Gourju voudrait que les avocats parvenus au terme de leur carrière puissent rester inscrits au barreau sans avoir à payer de patente.: [998, 308, 1216, 364]
paragraph: L'ordre du jour appelle l'interpellation de M. Grosjean sur la distribution faite à des élèves par un instituteur de Morteau, de l'histoire de M. Hervé.: [528, 1873, 746, 1918]
